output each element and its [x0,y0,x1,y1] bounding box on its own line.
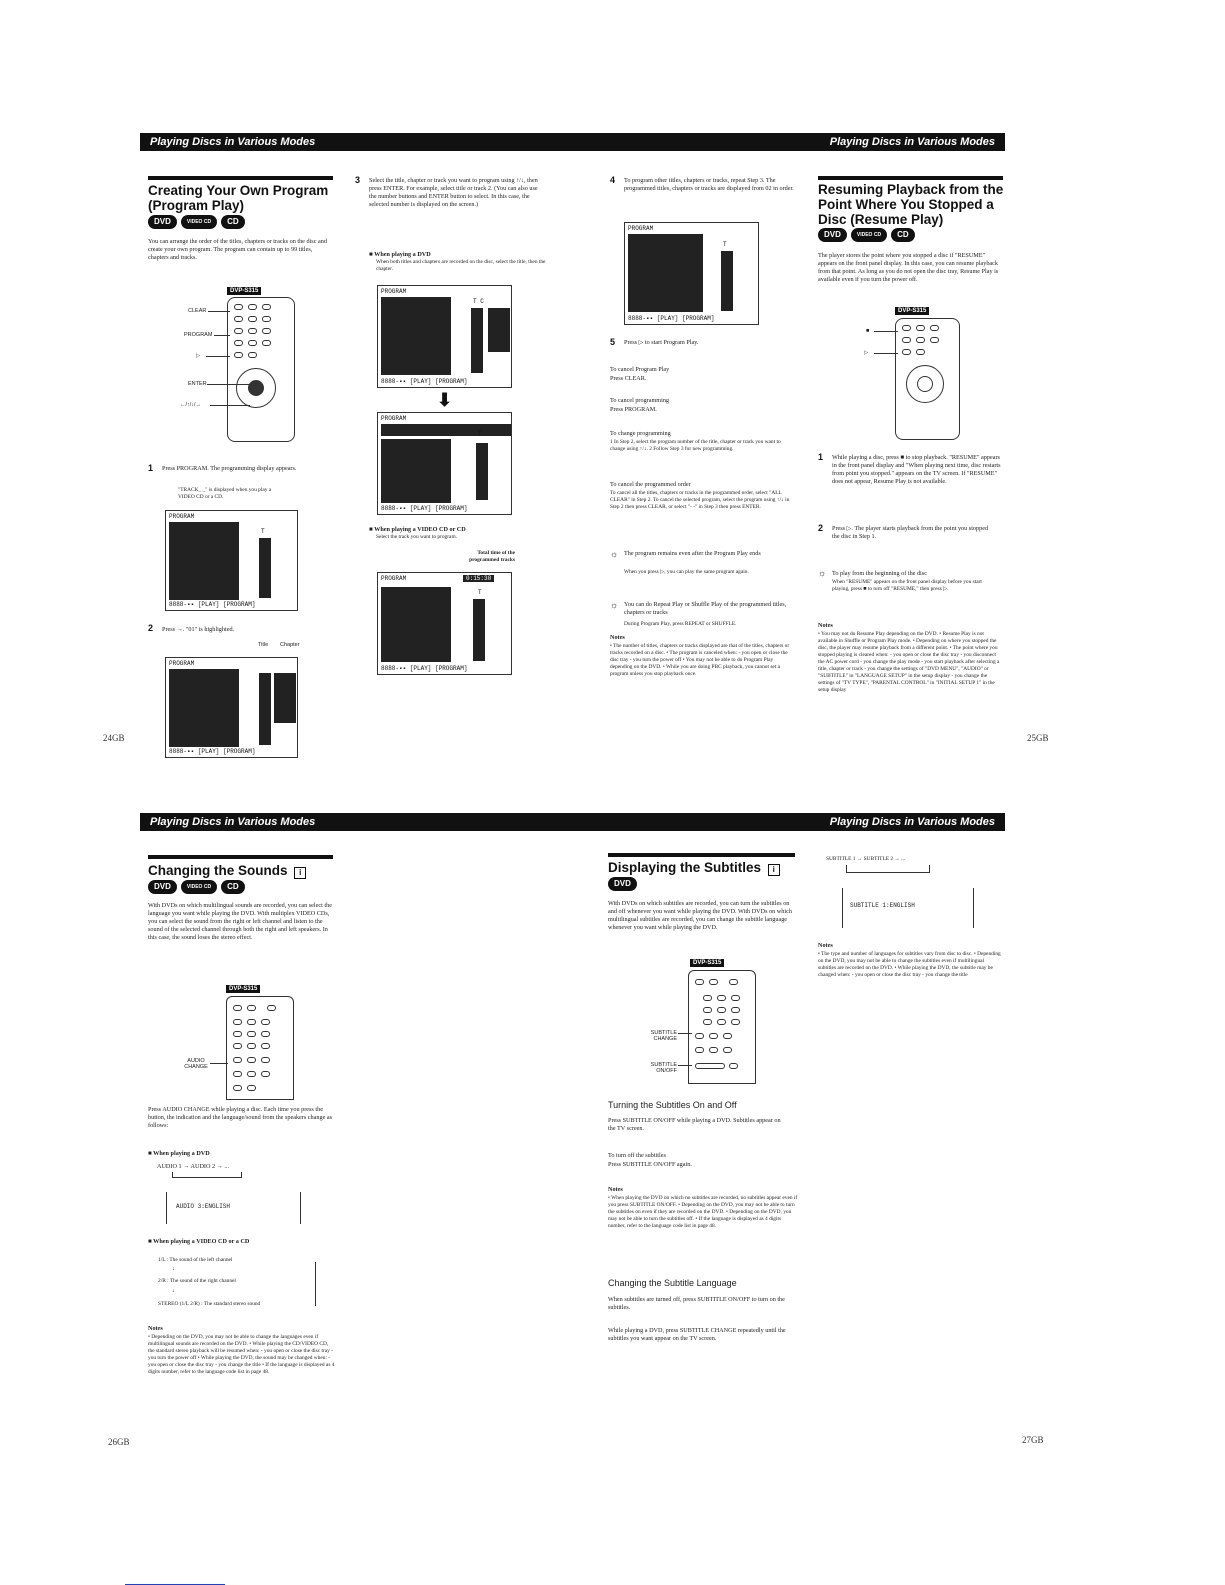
remote-button [247,1043,256,1049]
section-rule [608,853,795,857]
arrow: ↓ [172,1288,175,1294]
info-icon: i [768,864,780,876]
remote-button [262,340,271,346]
leader-line [208,311,230,312]
remote-button [902,349,911,355]
remote-button [262,304,271,310]
notes-text: • The number of titles, chapters or tracks displayed are that of the titles, chapters or tracks recorded on a disc. • The program is canceled when: - you open or close the disc tray - you turn the power off • You may not be able to do Program Play depending on the DVD. • While you are doing PBC playback, you cannot set a program unless you stop playback once. [610,643,790,677]
remote-button [731,995,740,1001]
section-title-text: Displaying the Subtitles [608,860,762,875]
notes-heading: Notes [818,622,833,629]
screen-label: PROGRAM [169,660,195,667]
remote-button [703,995,712,1001]
step-text: Press PROGRAM. The programming display appears. [162,465,297,472]
screen-t: T [478,589,482,596]
when-dvd-text: When both titles and chapters are recorded on the disc, select the title, then the chapter. [376,259,546,272]
page-number: 27GB [1022,1435,1044,1445]
remote-button [723,1033,732,1039]
remote-button [717,1007,726,1013]
change-text-2: While playing a DVD, press SUBTITLE CHANGE repeatedly until the subtitles you want appear on the TV screen. [608,1327,786,1342]
screen-t: T [723,241,727,248]
section-rule [818,176,1003,180]
remote-button [247,1031,256,1037]
screen-bar [259,538,271,598]
remote-illustration [688,970,756,1084]
cancel-prog-text: Press PROGRAM. [610,406,657,413]
screen-bar [488,308,510,352]
cancel-prog-heading: To cancel programming [610,397,670,404]
remote-button [703,1019,712,1025]
disc-badges [608,877,637,891]
remote-button [717,1019,726,1025]
notes-heading: Notes [610,634,625,641]
turnoff-heading: To turn off the subtitles [608,1152,666,1159]
step-text: Press ▷. The player starts playback from the point you stopped the disc in Step 1. [832,525,989,540]
model-label: DVP-S315 [226,985,260,993]
notes-heading: Notes [148,1325,163,1332]
screen-bar [274,673,296,723]
turnoff-text: Press SUBTITLE ON/OFF again. [608,1161,692,1168]
remote-button [247,1019,256,1025]
cancel-order-text: To cancel all the titles, chapters or tracks in the programmed order, select "ALL CLEAR" in Step 2. To cancel the selected program, select the program using ↑/↓ in Step 2 then press CLEAR, or select "- -" in Step 3 then press ENTER. [610,490,790,510]
remote-button [261,1057,270,1063]
remote-label-stop: ■ [866,328,870,334]
remote-button [248,328,257,334]
remote-button [709,1033,718,1039]
tip-heading: To play from the beginning of the disc [832,570,927,577]
program-screen [377,412,512,515]
page-number: 24GB [103,733,125,743]
remote-label-play: ▷ [196,353,201,359]
screen-t: T [478,430,482,437]
box-border [973,888,974,928]
subheading-change: Changing the Subtitle Language [608,1278,737,1288]
channel-right: 2/R : The sound of the right channel [158,1278,236,1284]
notes-text: • The type and number of languages for subtitles vary from disc to disc. • Depending on the DVD, you may not be able to change the subtitles even if multilingual subtitles are recorded on the DVD. • While playing the DVD, the subtitle may be changed when: - you open or close the disc tray - you change the title [818,951,1001,978]
program-screen [165,657,298,758]
banner-title-right: Playing Discs in Various Modes [829,136,995,148]
change-heading: To change programming [610,430,671,437]
remote-button [261,1019,270,1025]
dvd-badge: DVD [148,880,177,894]
onoff-text: Press SUBTITLE ON/OFF while playing a DVD. Subtitles appear on the TV screen. [608,1117,781,1132]
leader-line [874,331,898,332]
remote-button [234,304,243,310]
leader-line [206,356,230,357]
intro-text: With DVDs on which subtitles are recorded, you can turn the subtitles on and off whenever you want while playing the DVD. With DVDs on which multilingual subtitles are recorded, you can change the subtitle language whenever you want while playing the DVD. [608,900,792,931]
remote-button [234,316,243,322]
notes-text: • When playing the DVD on which no subtitles are recorded, no subtitles appear even if you press SUBTITLE ON/OFF. • Depending on the DVD, you may not be able to turn the subtitles on even if they are recorded on the DVD. • Depending on the DVD, you may not be able to turn the subtitles off. • If the language is displayed as 4 digits number, refer to the language code list in page 48. [608,1195,798,1229]
remote-button [729,979,738,985]
remote-illustration [895,318,960,440]
box-border [842,888,843,928]
leader-line [210,1063,228,1064]
change-text: 1 In Step 2, select the program number of the title, chapter or track you want to change using ↑/↓. 2 Follow Step 3 for new programming. [610,439,781,452]
remote-button [902,325,911,331]
screen-list [381,424,511,436]
box-border [300,1192,301,1224]
step-number: 1 [148,463,154,473]
remote-button [695,1033,704,1039]
program-screen [377,285,512,388]
model-label: DVP-S315 [895,307,929,315]
cd-badge: CD [891,228,915,242]
loop-bracket [846,865,930,873]
remote-button [262,316,271,322]
remote-button [723,1047,732,1053]
remote-button [233,1005,242,1011]
section-title: Creating Your Own Program (Program Play) [148,183,329,213]
subtitle-display: SUBTITLE 1:ENGLISH [850,902,915,909]
remote-button [233,1043,242,1049]
remote-button [703,1007,712,1013]
remote-label-play: ▷ [864,350,869,356]
loop-bracket [172,1172,242,1178]
leader-line [678,1033,692,1034]
dvd-badge: DVD [148,215,177,229]
leader-line [214,335,230,336]
remote-label-clear: CLEAR [188,308,207,314]
loop-bracket [315,1262,316,1306]
page-number: 26GB [108,1437,130,1447]
remote-button [731,1007,740,1013]
dvd-badge: DVD [608,877,637,891]
label-title: Title [258,642,269,648]
program-screen [624,222,759,325]
remote-button [916,325,925,331]
disc-badges [818,228,915,242]
screen-bar [471,308,483,373]
remote-button [233,1057,242,1063]
channel-stereo: STEREO (1/L 2/R) : The standard stereo sound [158,1301,261,1307]
step-text: While playing a disc, press ■ to stop playback. "RESUME" appears in the front panel display and "When playing next time, disc restarts from point you stopped." appears on the TV screen. If "RESUME" does not appear, Resume Play is not available. [832,454,1001,485]
cancel-order-heading: To cancel the programmed order [610,481,691,488]
cancel-play-text: Press CLEAR. [610,375,647,382]
when-vcd-heading: ■ When playing a VIDEO CD or a CD [148,1238,250,1245]
label-chapter: Chapter [280,642,300,648]
audio-display: AUDIO 3:ENGLISH [176,1203,231,1210]
intro-text: The player stores the point where you stopped a disc if "RESUME" appears on the front panel display. In this case, you can resume playback from that point. As long as you do not open the disc tray, Resume Play is available even if you turn the power off. [818,252,999,283]
body-text: Press AUDIO CHANGE while playing a disc. Each time you press the button, the indication and the language/sound from the speakers change as follows: [148,1106,333,1129]
step-number: 4 [610,175,616,185]
cd-badge: CD [221,215,245,229]
intro-text: With DVDs on which multilingual sounds are recorded, you can select the language you want while playing the DVD. With multiplex VIDEO CDs, you can select the sound from the right or left channel and listen to the sound of the selected channel through both the right and left speakers. In this case, the sound loses the stereo effect. [148,902,332,941]
jog-dial-center [248,380,264,396]
step-text: To program other titles, chapters or tracks, repeat Step 3. The programmed titles, chapters or tracks are displayed from 02 in order. [624,177,794,192]
when-vcd-text: Select the track you want to program. [376,534,457,540]
remote-label-subtitle-onoff: SUBTITLE ON/OFF [650,1062,677,1074]
down-arrow-icon: ⬇ [437,390,453,410]
notes-text: • You may not do Resume Play depending on the DVD. • Resume Play is not available in Shuffle or Program Play mode. • Depending on where you stopped the disc, the player may resume playback from a different point. • The point where you stopped playing is cleared when: - you open or close the disc tray - you disconnect the AC power cord - you change the play mode - you start playback after selecting a title, chapter or track - you change the settings of "DVD MENU", "AUDIO" or "SUBTITLE" in "LANGUAGE SETUP" in the setup display - you change the settings of "TV TYPE", "PARENTAL CONTROL" in "INITIAL SETUP 1" in the setup display [818,631,1000,693]
section-rule [148,855,333,859]
leader-line [207,384,255,385]
leader-line [210,405,250,406]
remote-button [248,340,257,346]
box-border [166,1192,167,1224]
remote-button [261,1031,270,1037]
remote-button [247,1005,256,1011]
remote-button [234,340,243,346]
screen-label: PROGRAM [169,513,195,520]
remote-button [729,1063,738,1069]
banner-title-left: Playing Discs in Various Modes [150,816,316,828]
remote-label-program: PROGRAM [184,332,213,338]
screen-footer: 8888-▪▪ [PLAY] [PROGRAM] [381,665,468,672]
change-text-1: When subtitles are turned off, press SUBTITLE ON/OFF to turn on the subtitles. [608,1296,785,1311]
banner-title-right: Playing Discs in Various Modes [829,816,995,828]
screen-list [169,669,239,747]
vcd-badge: VIDEO CD [851,228,887,242]
when-dvd-heading: ■ When playing a DVD [148,1150,210,1157]
remote-label-arrows: ←/↑/↓/→ [180,402,202,408]
remote-button [267,1005,276,1011]
screen-label: PROGRAM [381,575,407,582]
screen-bar [721,251,733,311]
cd-badge: CD [221,880,245,894]
section-title [148,863,306,879]
remote-button [695,1063,725,1069]
remote-button [709,1047,718,1053]
jog-dial-center [917,376,933,392]
dvd-badge: DVD [818,228,847,242]
notes-text: • Depending on the DVD, you may not be able to change the languages even if multilingual sounds are recorded on the DVD. • While playing the CD/VIDEO CD, the standard stereo playback will be resumed when: - you open or close the disc tray - you turn the power off • While playing the DVD, the sound may be changed when: - you open or close the disc tray - you change the title • If the language is displayed as 4 digits number, refer to the language code list in page 48. [148,1334,335,1375]
tip-text: During Program Play, press REPEAT or SHUFFLE. [624,621,737,627]
page-number: 25GB [1027,733,1049,743]
step-number: 2 [818,523,824,533]
screen-label: PROGRAM [381,288,407,295]
when-vcd-heading: ■ When playing a VIDEO CD or CD [369,526,466,533]
screen-list [381,439,451,503]
remote-button [247,1085,256,1091]
tip-text: When "RESUME" appears on the front panel display before you start playing, press ■ to turn off "RESUME," then press ▷. [832,579,982,592]
remote-button [233,1071,242,1077]
section-title [608,860,780,876]
section-rule [148,176,333,180]
intro-text: You can arrange the order of the titles, chapters or tracks on the disc and create your own program. The program can contain up to 99 titles, chapters and tracks. [148,238,327,261]
step-number: 2 [148,623,154,633]
remote-button [731,1019,740,1025]
step-text: Press ▷ to start Program Play. [624,339,699,346]
bottom-banner [140,813,1005,831]
info-icon: i [294,867,306,879]
screen-footer: 8888-▪▪ [PLAY] [PROGRAM] [381,505,468,512]
remote-button [261,1043,270,1049]
screen-time: 0:15:30 [463,575,494,582]
remote-illustration [227,297,295,442]
vcd-badge: VIDEO CD [181,880,217,894]
tip-heading: The program remains even after the Program Play ends [624,550,761,557]
channel-left: 1/L : The sound of the left channel [158,1257,233,1263]
remote-button [234,352,243,358]
program-screen [377,572,512,675]
model-label: DVP-S315 [690,959,724,967]
tip-heading: You can do Repeat Play or Shuffle Play of the programmed titles, chapters or tracks [624,601,787,616]
tip-text: When you press ▷, you can play the same program again. [624,569,749,575]
cancel-play-heading: To cancel Program Play [610,366,670,373]
step-note: "TRACK_ _" is displayed when you play a VIDEO CD or a CD. [178,487,272,500]
screen-bar [476,443,488,500]
tip-icon: ☼ [610,549,619,559]
program-screen [165,510,298,611]
screen-list [381,587,451,662]
remote-button [262,328,271,334]
disc-badges [148,880,245,894]
remote-illustration [226,996,294,1100]
remote-button [930,325,939,331]
when-dvd-heading: ■ When playing a DVD [369,251,431,258]
step-number: 3 [355,175,361,185]
step-number: 1 [818,452,824,462]
leader-line [678,1065,692,1066]
remote-button [709,979,718,985]
subtitle-sequence: SUBTITLE 1 → SUBTITLE 2 → ... [826,856,906,862]
screen-bar [259,673,271,745]
screen-label: PROGRAM [628,225,654,232]
remote-button [247,1071,256,1077]
screen-footer: 8888-▪▪ [PLAY] [PROGRAM] [169,748,256,755]
subheading-onoff: Turning the Subtitles On and Off [608,1100,737,1110]
step-text: Press →. "01" is highlighted. [162,626,235,633]
remote-button [930,337,939,343]
audio-sequence: AUDIO 1 → AUDIO 2 → ... [157,1163,230,1170]
vcd-badge: VIDEO CD [181,215,217,229]
screen-tc: T C [473,298,484,305]
step-text: Select the title, chapter or track you want to program using ↑/↓, then press ENTER. For example, select title or track 2. (You can also use the number buttons and ENTER button to select. In this case, the selected number is displayed on the screen.) [369,177,538,208]
section-title-text: Changing the Sounds [148,863,288,878]
top-banner [140,133,1005,151]
remote-button [233,1031,242,1037]
model-label: DVP-S315 [227,287,261,295]
total-time-label: Total time of the programmed tracks [469,550,515,563]
remote-button [902,337,911,343]
disc-badges [148,215,245,229]
screen-footer: 8888-▪▪ [PLAY] [PROGRAM] [381,378,468,385]
remote-button [234,328,243,334]
banner-title-left: Playing Discs in Various Modes [150,136,316,148]
tip-icon: ☼ [818,568,827,578]
leader-line [874,353,898,354]
remote-button [695,1047,704,1053]
remote-button [695,979,704,985]
screen-footer: 8888-▪▪ [PLAY] [PROGRAM] [628,315,715,322]
notes-heading: Notes [818,942,833,949]
remote-button [248,304,257,310]
notes-heading: Notes [608,1186,623,1193]
remote-button [717,995,726,1001]
screen-list [169,522,239,600]
remote-label-subtitle-change: SUBTITLE CHANGE [650,1030,677,1042]
tip-icon: ☼ [610,600,619,610]
arrow: ↓ [172,1266,175,1272]
remote-button [248,316,257,322]
screen-list [628,234,703,312]
step-number: 5 [610,337,616,347]
screen-list [381,297,451,375]
remote-button [247,1057,256,1063]
remote-button [261,1071,270,1077]
screen-footer: 8888-▪▪ [PLAY] [PROGRAM] [169,601,256,608]
screen-bar [473,599,485,661]
section-title: Resuming Playback from the Point Where You Stopped a Disc (Resume Play) [818,182,1004,227]
remote-button [233,1085,242,1091]
screen-label: PROGRAM [381,415,407,422]
remote-button [233,1019,242,1025]
remote-button [248,352,257,358]
screen-t: T [261,528,265,535]
remote-label-audio-change: AUDIO CHANGE [184,1058,208,1070]
remote-button [916,349,925,355]
remote-label-enter: ENTER [188,381,207,387]
remote-button [916,337,925,343]
